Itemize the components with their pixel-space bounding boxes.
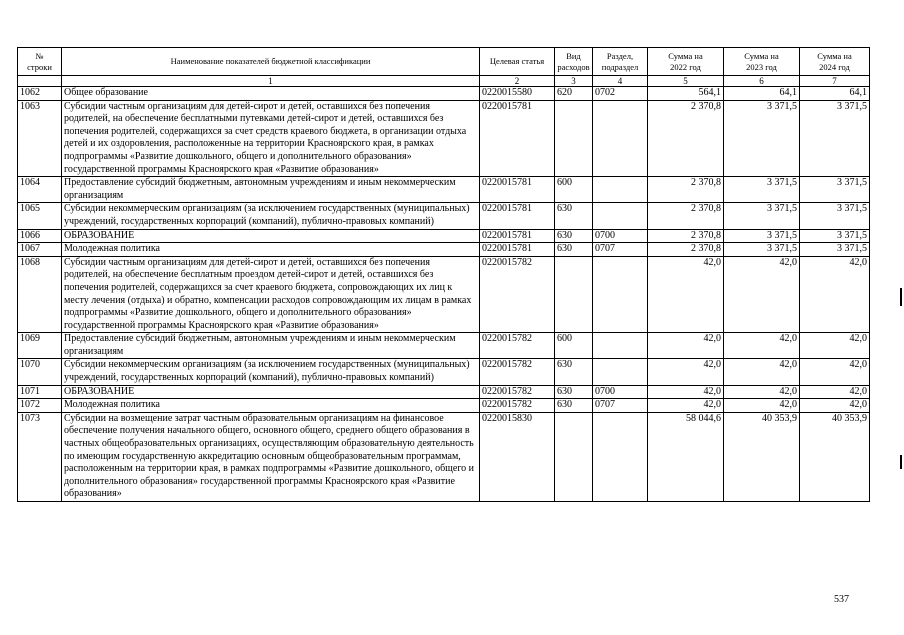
row-kind: 630 — [555, 229, 593, 243]
row-number: 1069 — [18, 333, 62, 359]
col-number: 7 — [800, 76, 870, 87]
row-sum-2023: 3 371,5 — [724, 100, 800, 177]
row-sum-2023: 42,0 — [724, 385, 800, 399]
row-sum-2024: 42,0 — [800, 399, 870, 413]
row-sum-2022: 2 370,8 — [648, 100, 724, 177]
row-section — [593, 203, 648, 229]
row-number: 1073 — [18, 412, 62, 501]
row-target: 0220015580 — [480, 87, 555, 101]
row-name: Субсидии на возмещение затрат частным образовательным организациям на финансовое обеспечение получения начального общего, основного общего, среднего общего образования в частных общеобразовательных организациях, осуществляющим образовательную деятельность по имеющим государственную аккредитацию основным общеобразовательным программам, расположенным на территории края, в рамках подпрограммы «Развитие дошкольного, общего и дополнительного образования» государственной программы Красноярского края «Развитие образования» — [62, 412, 480, 501]
table-row — [18, 359, 870, 385]
row-name: Субсидии некоммерческим организациям (за исключением государственных (муниципальных) учреждений, государственных корпораций (компаний), публично-правовых компаний) — [62, 359, 480, 385]
col-number: 2 — [480, 76, 555, 87]
row-section — [593, 177, 648, 203]
row-number: 1063 — [18, 100, 62, 177]
row-kind — [555, 100, 593, 177]
row-sum-2024: 3 371,5 — [800, 243, 870, 257]
col-number: 4 — [593, 76, 648, 87]
table-row — [18, 256, 870, 333]
row-kind: 600 — [555, 333, 593, 359]
col-number: 5 — [648, 76, 724, 87]
row-sum-2023: 3 371,5 — [724, 177, 800, 203]
page-number: 537 — [834, 594, 849, 605]
row-sum-2023: 42,0 — [724, 333, 800, 359]
row-kind: 630 — [555, 243, 593, 257]
row-number: 1070 — [18, 359, 62, 385]
row-target: 0220015781 — [480, 177, 555, 203]
row-name: Молодежная политика — [62, 399, 480, 413]
row-section: 0707 — [593, 399, 648, 413]
table-row — [18, 399, 870, 413]
row-name: ОБРАЗОВАНИЕ — [62, 385, 480, 399]
row-section: 0702 — [593, 87, 648, 101]
row-kind: 600 — [555, 177, 593, 203]
row-section: 0700 — [593, 385, 648, 399]
table-row — [18, 100, 870, 177]
row-sum-2022: 42,0 — [648, 359, 724, 385]
row-name: ОБРАЗОВАНИЕ — [62, 229, 480, 243]
header-num: № строки — [18, 48, 62, 76]
row-section: 0707 — [593, 243, 648, 257]
row-sum-2023: 40 353,9 — [724, 412, 800, 501]
row-sum-2023: 42,0 — [724, 399, 800, 413]
row-target: 0220015781 — [480, 100, 555, 177]
row-kind: 630 — [555, 385, 593, 399]
row-number: 1072 — [18, 399, 62, 413]
row-sum-2024: 42,0 — [800, 385, 870, 399]
column-number-row — [18, 76, 870, 87]
row-sum-2022: 58 044,6 — [648, 412, 724, 501]
table-row — [18, 243, 870, 257]
row-number: 1067 — [18, 243, 62, 257]
row-section — [593, 256, 648, 333]
table-row — [18, 412, 870, 501]
row-section — [593, 100, 648, 177]
row-sum-2023: 3 371,5 — [724, 203, 800, 229]
row-section — [593, 333, 648, 359]
row-sum-2024: 42,0 — [800, 333, 870, 359]
row-sum-2024: 42,0 — [800, 256, 870, 333]
row-sum-2024: 3 371,5 — [800, 229, 870, 243]
row-kind: 630 — [555, 399, 593, 413]
row-number: 1066 — [18, 229, 62, 243]
table-row — [18, 203, 870, 229]
row-number: 1068 — [18, 256, 62, 333]
row-target: 0220015781 — [480, 229, 555, 243]
row-sum-2023: 64,1 — [724, 87, 800, 101]
row-sum-2022: 42,0 — [648, 333, 724, 359]
row-number: 1065 — [18, 203, 62, 229]
table-header-row — [18, 48, 870, 76]
margin-mark — [900, 455, 902, 469]
row-name: Субсидии частным организациям для детей-сирот и детей, оставшихся без попечения родителей, на обеспечение бесплатным проездом детей-сирот и детей, оставшихся без попечения родителей, содержащихся за счет краевого бюджета, сопровождающих их лиц к месту лечения (отдыха) и обратно, компенсации расходов сопровождающим их лицам в рамках подпрограммы «Развитие дошкольного, общего и дополнительного образования» государственной программы Красноярского края «Развитие образования» — [62, 256, 480, 333]
col-number: 6 — [724, 76, 800, 87]
col-number: 1 — [62, 76, 480, 87]
row-kind — [555, 412, 593, 501]
row-sum-2024: 40 353,9 — [800, 412, 870, 501]
row-sum-2024: 42,0 — [800, 359, 870, 385]
header-sum-2024: Сумма на 2024 год — [800, 48, 870, 76]
row-sum-2022: 42,0 — [648, 399, 724, 413]
row-sum-2023: 42,0 — [724, 256, 800, 333]
row-sum-2024: 3 371,5 — [800, 100, 870, 177]
row-sum-2023: 42,0 — [724, 359, 800, 385]
row-name: Общее образование — [62, 87, 480, 101]
row-sum-2024: 3 371,5 — [800, 177, 870, 203]
row-target: 0220015782 — [480, 333, 555, 359]
table-row — [18, 177, 870, 203]
header-section: Раздел, подраздел — [593, 48, 648, 76]
row-sum-2022: 2 370,8 — [648, 203, 724, 229]
row-sum-2022: 2 370,8 — [648, 229, 724, 243]
row-name: Предоставление субсидий бюджетным, автономным учреждениям и иным некоммерческим организациям — [62, 333, 480, 359]
table-body — [18, 87, 870, 502]
header-name: Наименование показателей бюджетной классификации — [62, 48, 480, 76]
row-target: 0220015782 — [480, 256, 555, 333]
row-target: 0220015782 — [480, 385, 555, 399]
row-sum-2022: 42,0 — [648, 385, 724, 399]
row-sum-2022: 2 370,8 — [648, 243, 724, 257]
header-target: Целевая статья — [480, 48, 555, 76]
row-name: Субсидии частным организациям для детей-сирот и детей, оставшихся без попечения родителей, на обеспечение бесплатными путевками детей-сирот и детей, оставшихся без попечения родителей, содержащихся за счет средств краевого бюджета, в организации отдыха детей и их оздоровления, расположенные на территории Красноярского края, в рамках подпрограммы «Развитие дошкольного, общего и дополнительного образования» государственной программы Красноярского края «Развитие образования» — [62, 100, 480, 177]
row-kind: 620 — [555, 87, 593, 101]
row-kind: 630 — [555, 359, 593, 385]
header-sum-2023: Сумма на 2023 год — [724, 48, 800, 76]
row-target: 0220015782 — [480, 399, 555, 413]
row-target: 0220015782 — [480, 359, 555, 385]
row-sum-2022: 2 370,8 — [648, 177, 724, 203]
row-number: 1064 — [18, 177, 62, 203]
row-kind — [555, 256, 593, 333]
row-sum-2024: 64,1 — [800, 87, 870, 101]
row-sum-2022: 42,0 — [648, 256, 724, 333]
row-sum-2023: 3 371,5 — [724, 229, 800, 243]
row-sum-2023: 3 371,5 — [724, 243, 800, 257]
budget-table — [17, 47, 870, 502]
row-section — [593, 412, 648, 501]
table-row — [18, 385, 870, 399]
row-target: 0220015830 — [480, 412, 555, 501]
table-row — [18, 87, 870, 101]
row-number: 1062 — [18, 87, 62, 101]
row-sum-2022: 564,1 — [648, 87, 724, 101]
row-name: Предоставление субсидий бюджетным, автономным учреждениям и иным некоммерческим организациям — [62, 177, 480, 203]
col-number: 3 — [555, 76, 593, 87]
row-section: 0700 — [593, 229, 648, 243]
row-kind: 630 — [555, 203, 593, 229]
row-sum-2024: 3 371,5 — [800, 203, 870, 229]
table-row — [18, 333, 870, 359]
header-kind: Вид расходов — [555, 48, 593, 76]
row-name: Субсидии некоммерческим организациям (за исключением государственных (муниципальных) учреждений, государственных корпораций (компаний), публично-правовых компаний) — [62, 203, 480, 229]
header-sum-2022: Сумма на 2022 год — [648, 48, 724, 76]
row-section — [593, 359, 648, 385]
row-number: 1071 — [18, 385, 62, 399]
row-target: 0220015781 — [480, 203, 555, 229]
table-row — [18, 229, 870, 243]
row-target: 0220015781 — [480, 243, 555, 257]
row-name: Молодежная политика — [62, 243, 480, 257]
margin-mark — [900, 288, 902, 306]
